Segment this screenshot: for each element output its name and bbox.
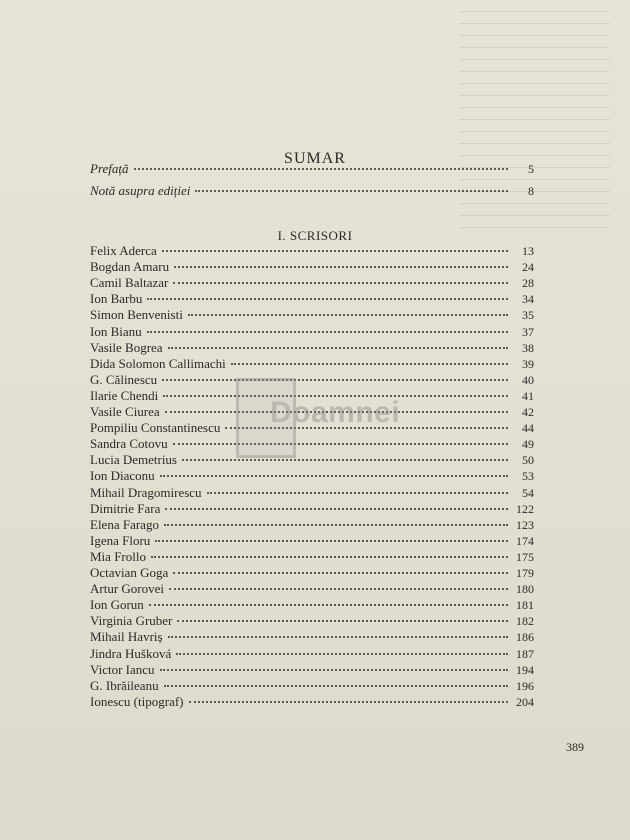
toc-entry-page: 181 bbox=[516, 598, 534, 613]
toc-entry-page: 53 bbox=[522, 469, 534, 484]
toc-entry bbox=[90, 693, 534, 711]
toc-entry-name: G. Călinescu bbox=[90, 371, 158, 387]
toc-entry-name: Lucia Demetrius bbox=[90, 452, 177, 468]
dot-leader bbox=[168, 347, 508, 349]
toc-entry-page: 186 bbox=[516, 630, 534, 645]
dot-leader bbox=[160, 669, 508, 671]
toc-entry-name: Vasile Ciurea bbox=[90, 404, 160, 419]
dot-leader bbox=[164, 524, 508, 526]
dot-leader bbox=[149, 604, 508, 606]
toc-entry-page: 38 bbox=[522, 340, 534, 355]
toc-entry-name: Dida Solomon Callimachi bbox=[90, 355, 226, 371]
toc-entry-name: Jindra Hušková bbox=[90, 645, 172, 661]
toc-entry-name: Igena Floru bbox=[90, 532, 151, 548]
toc-entry-name: Virginia Gruber bbox=[90, 613, 173, 629]
toc-entry-name: Ionescu (tipograf) bbox=[90, 693, 184, 709]
toc-entry-page: 180 bbox=[516, 582, 534, 597]
toc-entry-name: Octavian Goga bbox=[90, 565, 169, 580]
toc-entry-name: Mihail Havriș bbox=[90, 629, 163, 645]
dot-leader bbox=[165, 508, 508, 510]
dot-leader bbox=[162, 250, 508, 252]
dot-leader bbox=[176, 653, 508, 655]
toc-entry-name: Vasile Bogrea bbox=[90, 339, 163, 355]
section-heading: I. SCRISORI bbox=[277, 228, 353, 243]
toc-entry-name: Sandra Cotovu bbox=[90, 436, 168, 452]
toc-entry-page: 123 bbox=[516, 517, 534, 532]
toc-entry-page: 37 bbox=[522, 324, 534, 339]
toc-entry-page: 42 bbox=[522, 405, 534, 419]
dot-leader bbox=[173, 572, 508, 574]
page-number: 389 bbox=[566, 740, 584, 754]
toc-entry-page: 122 bbox=[516, 501, 534, 516]
toc-entry-page: 204 bbox=[516, 694, 534, 709]
toc-entry-name: Simon Benvenisti bbox=[90, 307, 183, 323]
toc-entry-page: 179 bbox=[516, 566, 534, 580]
toc-entry-page: 8 bbox=[528, 184, 534, 198]
toc-entry-page: 28 bbox=[522, 276, 534, 291]
toc-entry-name: Prefață bbox=[90, 161, 129, 176]
toc-entry-page: 41 bbox=[522, 388, 534, 403]
watermark-logo: Doamnei bbox=[270, 396, 401, 429]
dot-leader bbox=[169, 588, 508, 590]
toc-entry-name: Bogdan Amaru bbox=[90, 259, 170, 275]
toc-entry-name: G. Ibrăileanu bbox=[90, 677, 159, 693]
dot-leader bbox=[177, 620, 508, 622]
toc-entry-page: 35 bbox=[522, 308, 534, 323]
toc-entry-name: Victor Iancu bbox=[90, 661, 155, 677]
dot-leader bbox=[189, 701, 509, 703]
dot-leader bbox=[182, 459, 508, 461]
toc-entry-name: Ion Diaconu bbox=[90, 468, 155, 484]
toc-entry-page: 5 bbox=[528, 162, 534, 176]
toc-entry-name: Elena Farago bbox=[90, 516, 159, 532]
toc-entry-page: 194 bbox=[516, 662, 534, 677]
toc-entry-name: Mia Frollo bbox=[90, 548, 146, 564]
dot-leader bbox=[151, 556, 508, 558]
dot-leader bbox=[147, 331, 508, 333]
toc-entry-name: Dimitrie Fara bbox=[90, 500, 161, 516]
watermark bbox=[236, 378, 401, 458]
dot-leader bbox=[164, 685, 508, 687]
toc-entry-name: Artur Gorovei bbox=[90, 581, 165, 597]
toc-entry-preface bbox=[90, 160, 534, 178]
toc-entry-name: Ion Gorun bbox=[90, 597, 144, 613]
toc-entry-name: Ion Bianu bbox=[90, 323, 142, 339]
toc-entry-page: 196 bbox=[516, 678, 534, 693]
toc-entry-name: Felix Aderca bbox=[90, 243, 157, 258]
dot-leader bbox=[160, 475, 508, 477]
dot-leader bbox=[231, 363, 508, 365]
toc-entry-name: Pompiliu Constantinescu bbox=[90, 420, 221, 436]
toc-entry-name: Mihail Dragomirescu bbox=[90, 484, 202, 500]
dot-leader bbox=[188, 314, 508, 316]
toc-entry-name: Ion Barbu bbox=[90, 291, 143, 307]
dot-leader bbox=[147, 298, 508, 300]
toc-entry-page: 24 bbox=[522, 260, 534, 275]
toc-entry-name: Notă asupra ediției bbox=[90, 183, 191, 198]
toc-entry-page: 49 bbox=[522, 437, 534, 452]
dot-leader bbox=[174, 266, 508, 268]
toc-entry-page: 50 bbox=[522, 453, 534, 468]
toc-entry-page: 54 bbox=[522, 485, 534, 500]
dot-leader bbox=[155, 540, 508, 542]
toc-entry-page: 187 bbox=[516, 646, 534, 661]
toc-entry-edition-note bbox=[90, 182, 534, 200]
dot-leader bbox=[173, 282, 508, 284]
dot-leader bbox=[207, 492, 508, 494]
page-title: SUMAR bbox=[284, 150, 346, 167]
toc-entry-page: 34 bbox=[522, 292, 534, 307]
toc-entry-name: Camil Baltazar bbox=[90, 275, 169, 291]
toc-entry-name: Ilarie Chendi bbox=[90, 387, 159, 403]
toc-entry-page: 174 bbox=[516, 533, 534, 548]
dot-leader bbox=[195, 190, 508, 192]
toc-entry-page: 40 bbox=[522, 372, 534, 387]
toc-entry-page: 39 bbox=[522, 356, 534, 371]
toc-entry-page: 44 bbox=[522, 421, 534, 436]
dot-leader bbox=[168, 636, 508, 638]
toc-entry-page: 175 bbox=[516, 549, 534, 564]
toc-entry-page: 13 bbox=[522, 244, 534, 258]
dot-leader bbox=[134, 168, 508, 170]
toc-entry-page: 182 bbox=[516, 614, 534, 629]
